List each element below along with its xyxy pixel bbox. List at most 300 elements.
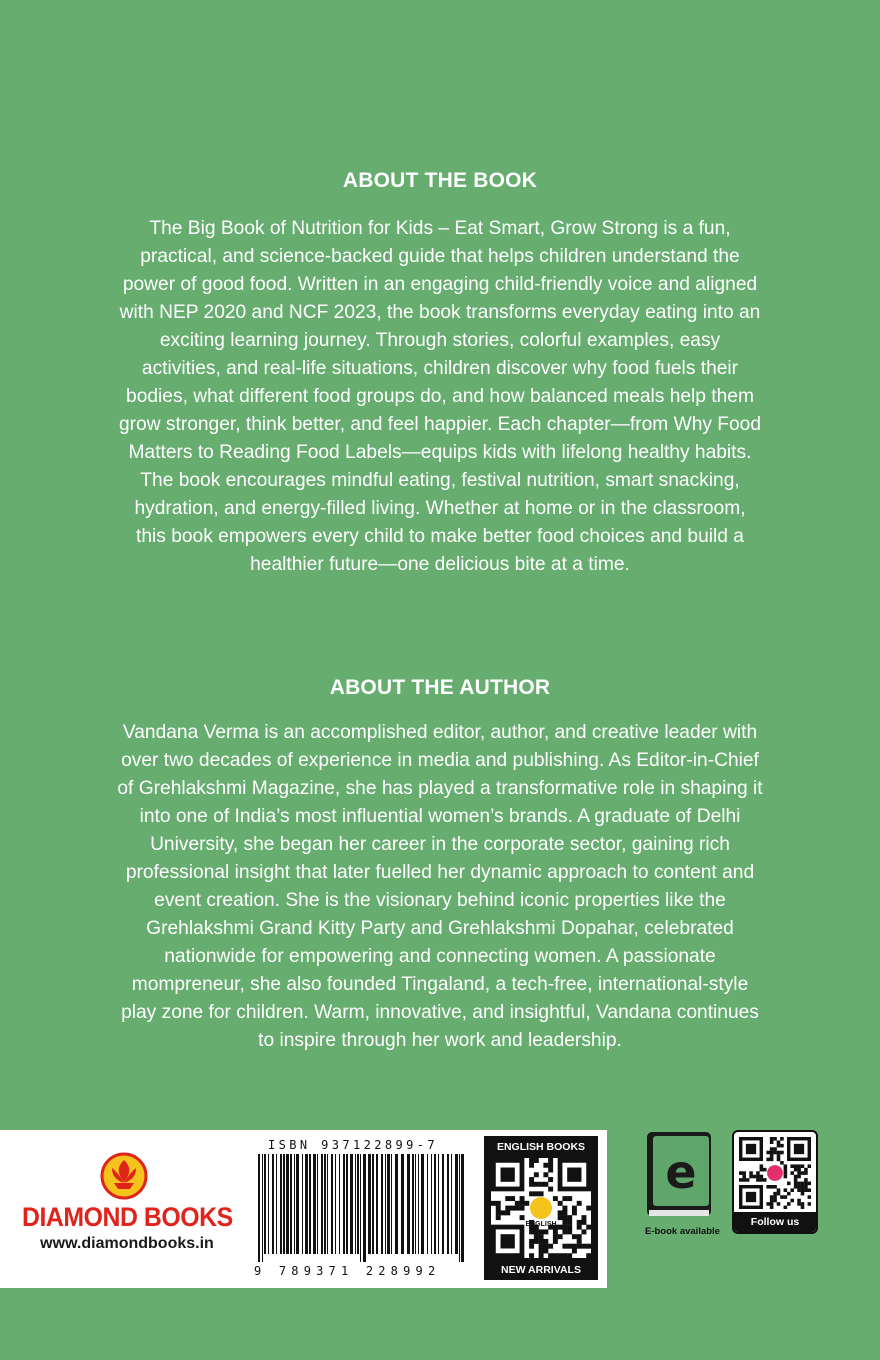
qr-module <box>770 1137 774 1141</box>
qr-module <box>529 1229 534 1234</box>
qr-module <box>784 1206 788 1209</box>
qr-module <box>539 1239 544 1244</box>
publisher-logo <box>0 1130 250 1288</box>
qr-module <box>780 1195 784 1199</box>
barcode-bar <box>415 1154 416 1254</box>
text-line: nationwide for empowering and connecting women. A passionate <box>164 946 716 967</box>
qr-module <box>766 1185 770 1189</box>
text-line: activities, and real-life situations, children discover why food fuels their <box>141 358 739 379</box>
text-line: professional insight that later fuelled her dynamic approach to content and <box>125 862 755 883</box>
qr-module <box>534 1158 539 1163</box>
qr-module <box>543 1239 548 1244</box>
qr-module <box>548 1253 553 1258</box>
barcode-bar <box>317 1154 318 1254</box>
text-line: Vandana Verma is an accomplished editor, author, and creative leader with <box>122 722 758 743</box>
qr-module <box>770 1195 774 1199</box>
barcode-bar <box>401 1154 404 1254</box>
qr-module <box>558 1215 563 1220</box>
qr-module <box>787 1202 791 1206</box>
barcode-bar <box>296 1154 299 1254</box>
qr-module <box>529 1182 534 1187</box>
qr-module <box>529 1163 534 1168</box>
publisher-url[interactable]: www.diamondbooks.in <box>40 1235 214 1252</box>
qr-module <box>746 1178 750 1182</box>
qr-module <box>567 1215 572 1220</box>
qr-module <box>770 1185 774 1189</box>
qr-module <box>777 1144 781 1148</box>
qr-module <box>577 1234 582 1239</box>
qr-code-icon <box>491 1158 591 1258</box>
qr-module <box>529 1177 534 1182</box>
qr-module <box>794 1178 798 1182</box>
qr-module <box>773 1147 777 1151</box>
qr-module <box>543 1229 548 1234</box>
text-line: Grehlakshmi Grand Kitty Party and Grehlakshmi Dopahar, celebrated <box>146 918 734 939</box>
text-line: bodies, what different food groups do, and how balanced meals help them <box>126 386 754 407</box>
qr-module <box>780 1151 784 1155</box>
qr-module <box>577 1225 582 1230</box>
qr-module <box>558 1210 563 1215</box>
barcode-bar <box>447 1154 449 1254</box>
barcode-bar <box>305 1154 308 1254</box>
qr-finder <box>746 1144 756 1154</box>
qr-module <box>567 1229 572 1234</box>
isbn-label: ISBN 937122899-7 <box>268 1138 438 1152</box>
qr-module <box>539 1234 544 1239</box>
qr-module <box>808 1202 811 1206</box>
barcode-bar <box>372 1154 374 1254</box>
qr-module <box>770 1154 774 1158</box>
barcode-bar <box>283 1154 285 1254</box>
qr-module <box>742 1175 746 1179</box>
barcode-bar <box>376 1154 378 1254</box>
qr-module <box>558 1234 563 1239</box>
qr-module <box>770 1147 774 1151</box>
barcode-bar <box>427 1154 428 1254</box>
qr-module <box>794 1168 798 1172</box>
qr-module <box>763 1168 767 1172</box>
qr-module <box>562 1225 567 1230</box>
qr-module <box>770 1158 774 1162</box>
qr-module <box>539 1229 544 1234</box>
qr-module <box>543 1172 548 1177</box>
qr-module <box>558 1201 563 1206</box>
qr-module <box>777 1158 781 1162</box>
qr-module <box>548 1177 553 1182</box>
barcode-bar <box>431 1154 432 1254</box>
qr-module <box>505 1196 510 1201</box>
barcode-bar <box>368 1154 371 1254</box>
qr-module <box>548 1163 553 1168</box>
qr-module <box>534 1239 539 1244</box>
qr-module <box>572 1234 577 1239</box>
diamond-logo-icon <box>100 1152 148 1200</box>
qr-module <box>749 1171 753 1175</box>
qr-module <box>784 1168 788 1172</box>
qr-module <box>808 1164 811 1168</box>
text-line: The Big Book of Nutrition for Kids – Eat Smart, Grow Strong is a fun, <box>149 218 731 239</box>
qr-module <box>763 1178 767 1182</box>
qr-module <box>558 1253 563 1258</box>
qr-module <box>520 1201 525 1206</box>
barcode-bar <box>324 1154 326 1254</box>
qr-module <box>797 1175 801 1179</box>
qr-module <box>801 1202 805 1206</box>
qr-module <box>553 1234 558 1239</box>
qr-module <box>797 1199 801 1203</box>
text-line: over two decades of experience in media and publishing. As Editor-in-Chief <box>121 750 759 771</box>
qr-module <box>529 1244 534 1249</box>
barcode-bar <box>461 1154 464 1262</box>
text-line: with NEP 2020 and NCF 2023, the book transforms everyday eating into an <box>119 302 761 323</box>
qr-module <box>790 1171 794 1175</box>
barcode-bar <box>309 1154 311 1254</box>
qr-module <box>543 1244 548 1249</box>
qr-module <box>534 1182 539 1187</box>
qr-module <box>586 1225 591 1230</box>
qr-module <box>797 1185 801 1189</box>
qr-module <box>801 1192 805 1196</box>
text-line: this book empowers every child to make better food choices and build a <box>136 526 744 547</box>
barcode-bar <box>302 1154 303 1254</box>
qr-module <box>773 1195 777 1199</box>
qr-module <box>790 1199 794 1203</box>
barcode-bar <box>434 1154 436 1254</box>
qr-module <box>496 1206 501 1211</box>
qr-finder <box>501 1168 515 1182</box>
about-book-text <box>58 215 822 579</box>
barcode-bar <box>357 1154 359 1254</box>
qr-module <box>808 1182 811 1186</box>
qr-module <box>760 1168 764 1172</box>
qr-module <box>760 1164 764 1168</box>
barcode-bar <box>363 1154 366 1262</box>
qr-module <box>562 1196 567 1201</box>
follow-us-label: Follow us <box>734 1212 816 1232</box>
qr-module <box>804 1178 808 1182</box>
qr-module <box>777 1202 781 1206</box>
barcode-bar <box>391 1154 392 1254</box>
qr-module <box>756 1175 760 1179</box>
qr-module <box>797 1182 801 1186</box>
qr-module <box>780 1161 784 1165</box>
ebook-icon <box>645 1130 715 1226</box>
about-author-text <box>58 719 822 1055</box>
qr-module <box>562 1206 567 1211</box>
qr-module <box>777 1188 781 1192</box>
barcode-bar <box>327 1154 328 1254</box>
barcode-bar <box>455 1154 458 1254</box>
barcode-bar <box>360 1154 361 1262</box>
qr-module <box>794 1182 798 1186</box>
english-books-qr[interactable] <box>484 1136 598 1280</box>
qr-module <box>501 1210 506 1215</box>
qr-module <box>777 1154 781 1158</box>
text-line: The book encourages mindful eating, festival nutrition, smart snacking, <box>140 470 740 491</box>
qr-module <box>784 1164 788 1168</box>
qr-module <box>770 1202 774 1206</box>
barcode-bar <box>272 1154 274 1254</box>
qr-module <box>784 1188 788 1192</box>
qr-module <box>773 1192 777 1196</box>
qr-module <box>586 1253 591 1258</box>
qr-module <box>804 1168 808 1172</box>
text-line: into one of India’s most influential women’s brands. A graduate of Delhi <box>139 806 741 827</box>
publisher-name: DIAMOND BOOKS <box>22 1202 233 1232</box>
qr-module <box>773 1185 777 1189</box>
qr-module <box>753 1175 757 1179</box>
qr-module <box>510 1196 515 1201</box>
qr-module <box>773 1137 777 1141</box>
text-line: power of good food. Written in an engaging child-friendly voice and aligned <box>122 274 758 295</box>
qr-finder <box>746 1192 756 1202</box>
qr-module <box>520 1196 525 1201</box>
qr-module <box>797 1202 801 1206</box>
qr-module <box>577 1244 582 1249</box>
barcode-graphic <box>254 1154 472 1278</box>
qr-module <box>794 1185 798 1189</box>
text-line: exciting learning journey. Through stories, colorful examples, easy <box>159 330 721 351</box>
qr-module <box>520 1215 525 1220</box>
qr-module <box>808 1195 811 1199</box>
qr-module <box>790 1164 794 1168</box>
qr-module <box>548 1158 553 1163</box>
qr-module <box>581 1244 586 1249</box>
qr-module <box>534 1172 539 1177</box>
barcode-bar <box>343 1154 345 1254</box>
qr-module <box>510 1206 515 1211</box>
qr-module <box>739 1178 743 1182</box>
qr-module <box>520 1206 525 1211</box>
barcode-bar <box>290 1154 292 1254</box>
isbn-barcode <box>254 1138 472 1278</box>
qr-finder <box>567 1168 581 1182</box>
text-line: mompreneur, she also founded Tingaland, a tech-free, international-style <box>131 974 749 995</box>
qr-module <box>534 1229 539 1234</box>
qr-module <box>797 1164 801 1168</box>
qr-center-logo <box>767 1165 783 1181</box>
qr-module <box>808 1188 811 1192</box>
qr-module <box>562 1229 567 1234</box>
barcode-bar <box>346 1154 348 1254</box>
qr-module <box>496 1210 501 1215</box>
qr-module <box>801 1206 805 1209</box>
qr-module <box>548 1168 553 1173</box>
qr-module <box>804 1171 808 1175</box>
qr-module <box>539 1253 544 1258</box>
qr-module <box>548 1244 553 1249</box>
qr-module <box>496 1201 501 1206</box>
ebook-letter: e <box>665 1145 697 1199</box>
barcode-bar <box>387 1154 390 1254</box>
qr-module <box>581 1229 586 1234</box>
barcode-bar <box>418 1154 419 1254</box>
text-line: hydration, and energy-filled living. Whether at home or in the classroom, <box>134 498 746 519</box>
qr-module <box>553 1196 558 1201</box>
qr-module <box>515 1206 520 1211</box>
qr-module <box>794 1164 798 1168</box>
qr-module <box>534 1234 539 1239</box>
text-line: Matters to Reading Food Labels—equips kids with lifelong healthy habits. <box>128 442 752 463</box>
qr-module <box>794 1175 798 1179</box>
barcode-bar <box>459 1154 460 1262</box>
qr-module <box>777 1151 781 1155</box>
qr-module <box>567 1244 572 1249</box>
qr-module <box>797 1171 801 1175</box>
qr-module <box>790 1188 794 1192</box>
qr-module <box>777 1192 781 1196</box>
qr-module <box>784 1175 788 1179</box>
qr-module <box>539 1191 544 1196</box>
qr-module <box>742 1178 746 1182</box>
barcode-bar <box>355 1154 356 1254</box>
qr-module <box>572 1206 577 1211</box>
ebook-badge[interactable] <box>645 1130 720 1240</box>
qr-module <box>553 1229 558 1234</box>
barcode-bar <box>350 1154 353 1254</box>
barcode-bar <box>280 1154 282 1254</box>
barcode-bar <box>258 1154 260 1262</box>
qr-module <box>787 1192 791 1196</box>
qr-module <box>562 1215 567 1220</box>
barcode-bar <box>286 1154 289 1254</box>
barcode-bar <box>442 1154 444 1254</box>
qr-module <box>529 1239 534 1244</box>
barcode-bar <box>395 1154 398 1254</box>
qr-module <box>539 1248 544 1253</box>
qr-module <box>543 1182 548 1187</box>
qr-module <box>787 1182 791 1186</box>
text-line: of Grehlakshmi Magazine, she has played a transformative role in shaping it <box>117 778 763 799</box>
qr-module <box>777 1140 781 1144</box>
text-line: grow stronger, think better, and feel happier. Each chapter—from Why Food <box>118 414 762 435</box>
text-line: play zone for children. Warm, innovative, and insightful, Vandana continues <box>121 1002 759 1023</box>
qr-module <box>562 1220 567 1225</box>
qr-module <box>770 1140 774 1144</box>
qr-module <box>529 1158 534 1163</box>
barcode-digits: 9 789371 228992 <box>254 1264 441 1278</box>
barcode-bar <box>331 1154 333 1254</box>
barcode-bar <box>294 1154 295 1254</box>
qr-module <box>558 1225 563 1230</box>
qr-module <box>773 1151 777 1155</box>
qr-module <box>756 1178 760 1182</box>
text-line: to inspire through her work and leadership. <box>258 1030 622 1051</box>
qr-module <box>572 1248 577 1253</box>
barcode-bar <box>335 1154 336 1254</box>
qr-module <box>581 1220 586 1225</box>
barcode-bar <box>451 1154 452 1254</box>
qr-module <box>780 1137 784 1141</box>
text-line: event creation. She is the visionary behind iconic properties like the <box>154 890 726 911</box>
barcode-bar <box>276 1154 277 1254</box>
publisher-panel <box>0 1130 607 1288</box>
qr-finder <box>501 1234 515 1248</box>
qr-module <box>773 1199 777 1203</box>
qr-module <box>801 1182 805 1186</box>
qr-module <box>797 1168 801 1172</box>
qr-module <box>739 1171 743 1175</box>
barcode-bar <box>381 1154 383 1254</box>
qr-module <box>553 1253 558 1258</box>
barcode-bar <box>313 1154 316 1254</box>
qr-module <box>804 1182 808 1186</box>
qr-module <box>515 1201 520 1206</box>
qr-module <box>543 1248 548 1253</box>
qr-module <box>553 1239 558 1244</box>
qr-module <box>529 1253 534 1258</box>
follow-us-badge[interactable] <box>732 1130 818 1234</box>
qr-module <box>529 1191 534 1196</box>
ebook-label: E-book available <box>645 1226 720 1237</box>
barcode-bar <box>321 1154 323 1254</box>
about-book-heading: ABOUT THE BOOK <box>342 169 538 192</box>
qr-module <box>760 1178 764 1182</box>
qr-module <box>505 1210 510 1215</box>
qr-module <box>766 1151 770 1155</box>
barcode-bar <box>262 1154 263 1262</box>
qr-module <box>581 1215 586 1220</box>
qr-module <box>804 1185 808 1189</box>
qr-module <box>760 1175 764 1179</box>
qr-module <box>505 1206 510 1211</box>
qr-finder <box>794 1144 804 1154</box>
qr-module <box>491 1201 496 1206</box>
social-qr-icon <box>739 1137 811 1209</box>
qr-module <box>766 1158 770 1162</box>
qr-module <box>742 1171 746 1175</box>
qr-module <box>770 1199 774 1203</box>
qr-module <box>562 1210 567 1215</box>
qr-module <box>567 1220 572 1225</box>
qr-module <box>797 1188 801 1192</box>
text-line: University, she began her career in the corporate sector, gaining rich <box>150 834 730 855</box>
qr-top-caption: ENGLISH BOOKS <box>496 1141 586 1153</box>
barcode-bar <box>264 1154 266 1254</box>
qr-module <box>548 1187 553 1192</box>
qr-module <box>766 1202 770 1206</box>
qr-module <box>524 1201 529 1206</box>
qr-module <box>539 1182 544 1187</box>
qr-center-label: ENGLISH <box>525 1221 557 1228</box>
barcode-bar <box>407 1154 410 1254</box>
qr-module <box>801 1188 805 1192</box>
qr-module <box>784 1195 788 1199</box>
qr-module <box>586 1206 591 1211</box>
qr-module <box>567 1253 572 1258</box>
qr-module <box>801 1164 805 1168</box>
qr-module <box>780 1144 784 1148</box>
barcode-bar <box>438 1154 439 1254</box>
qr-module <box>756 1171 760 1175</box>
qr-module <box>749 1175 753 1179</box>
barcode-bar <box>412 1154 414 1254</box>
qr-module <box>572 1210 577 1215</box>
qr-module <box>770 1151 774 1155</box>
qr-module <box>586 1244 591 1249</box>
barcode-bar <box>268 1154 269 1254</box>
qr-module <box>567 1225 572 1230</box>
barcode-bar <box>421 1154 424 1254</box>
qr-center-logo <box>530 1197 552 1219</box>
qr-module <box>567 1196 572 1201</box>
qr-bottom-caption: NEW ARRIVALS <box>501 1264 581 1276</box>
qr-module <box>496 1215 501 1220</box>
qr-module <box>572 1244 577 1249</box>
qr-module <box>801 1171 805 1175</box>
qr-module <box>562 1244 567 1249</box>
qr-module <box>577 1239 582 1244</box>
